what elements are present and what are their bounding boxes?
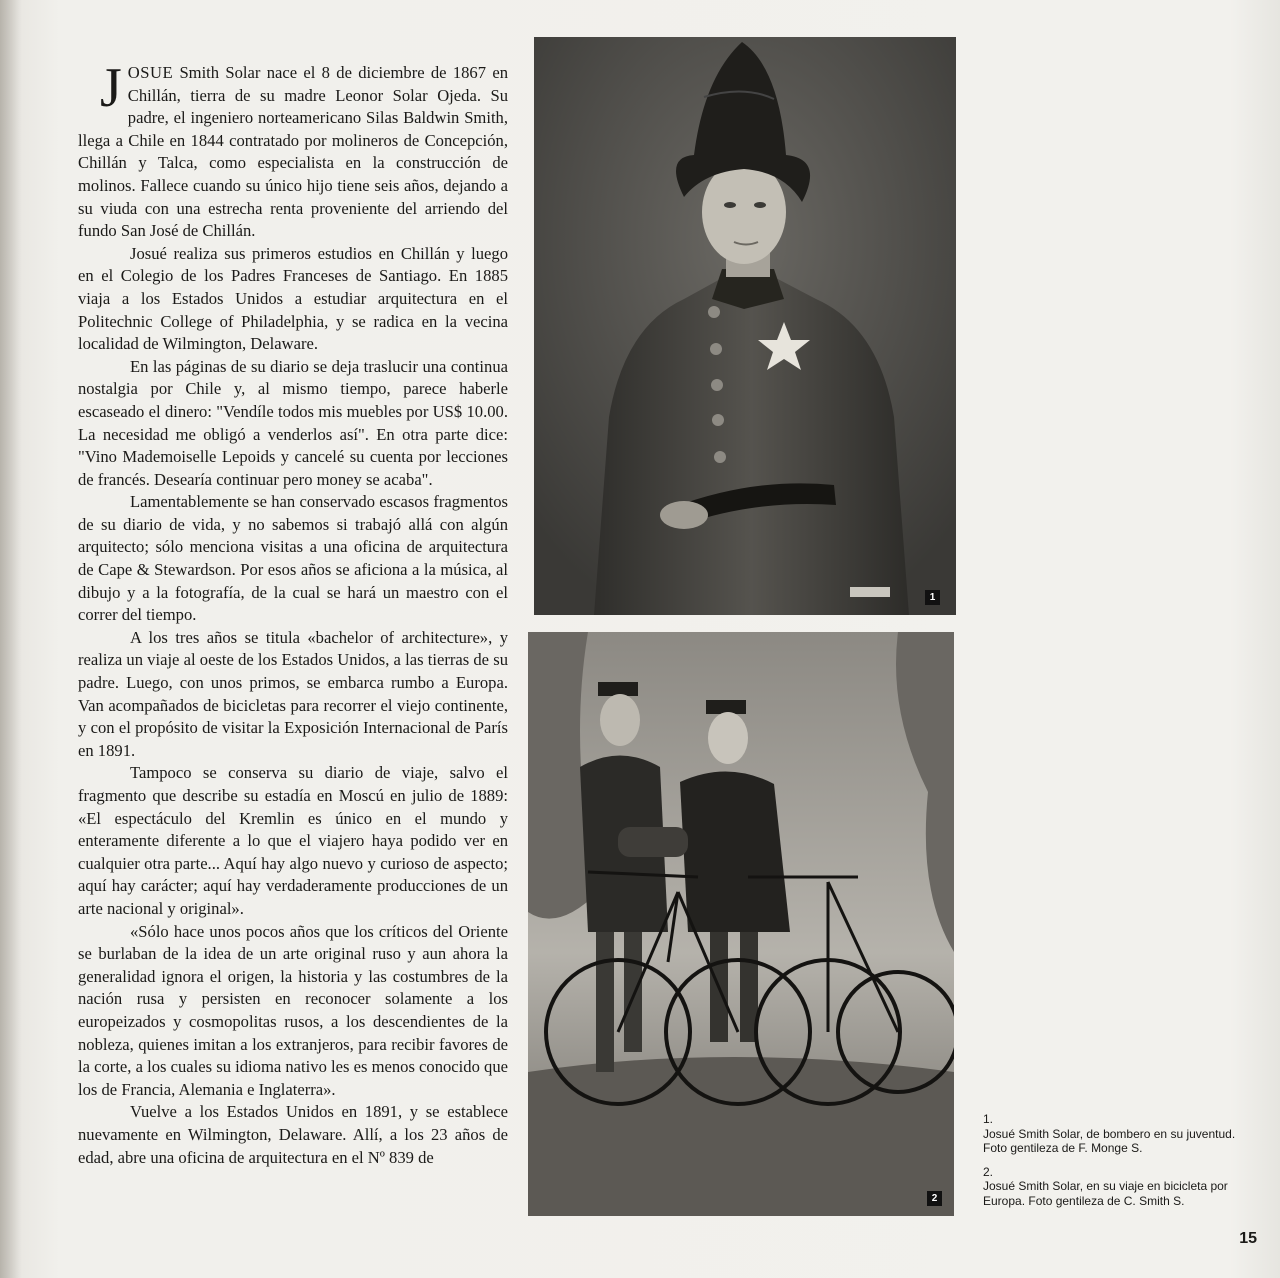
paragraph-7: «Sólo hace unos pocos años que los críticos del Oriente se burlaban de la idea de un arte original ruso y aun ahora la generalidad ignora el origen, la historia y las costumbres de la nación rusa y persisten en reconocer solamente a los europeizados y cosmopolitas rusos, a los descendientes de la nobleza, quienes imitan a los extranjeros, para recibir favores de la corte, a los cuales su idioma nativo les es menos conocido que los de Francia, Alemania e Inglaterra». [78,921,508,1099]
paragraph-5: A los tres años se titula «bachelor of architecture», y realiza un viaje al oeste de los Estados Unidos, a las tierras de su padre. Luego, con unos primos, se embarca rumbo a Europa. Van acompañados de bicicletas para recorrer el viejo continente, y con el propósito de visitar la Exposición Internacional de París en 1891. [78,627,508,760]
firefighter-illustration [534,37,956,615]
paragraph-text: Smith Solar nace el 8 de diciembre de 1867 en Chillán, tierra de su madre Leonor Solar Ojeda. Su padre, el ingeniero norteamericano Silas Baldwin Smith, llega a Chile en 1844 contratado por molineros de Concepción, Chillán y Talca, como especialista en la construcción de molinos. Fallece cuando su único hijo tiene seis años, dejando a su viuda con una estrecha renta proveniente del arriendo del fundo San José de Chillán. [78,63,508,241]
paragraph-2: Josué realiza sus primeros estudios en Chillán y luego en el Colegio de los Padres Franceses de Santiago. En 1885 viaja a los Estados Unidos a estudiar arquitectura en el Politechnic College of Philadelphia, y se radica en la vecina localidad de Wilmington, Delaware. [78,243,508,354]
page-number: 15 [1239,1230,1257,1247]
paragraph-3: En las páginas de su diario se deja traslucir una continua nostalgia por Chile y, al mismo tiempo, parece haberle escaseado el dinero: "Vendíle todos mis muebles por US$ 10.00. La necesidad me obligó a venderlos así". En otra parte dice: "Vino Mademoiselle Lepoids y cancelé su cuenta por lecciones de francés. Desearía continuar pero money se acaba". [78,356,508,489]
caption-number: 2. [983,1164,994,1179]
first-word: OSUE [127,63,174,82]
photo-number-badge: 1 [925,590,940,605]
paragraph-4: Lamentablemente se han conservado escasos fragmentos de su diario de vida, y no sabemos si trabajó allá con algún arquitecto; sólo menciona visitas a una oficina de arquitectura de Cape & Stewardson. Por esos años se aficiona a la música, al dibujo y a la fotografía, de la cual se hará un maestro con el correr del tiempo. [78,492,508,625]
caption-2 [983,1165,1253,1209]
paragraph-6: Tampoco se conserva su diario de viaje, salvo el fragmento que describe su estadía en Moscú en julio de 1889: «El espectáculo del Kremlin es único en el mundo y enteramente diferente a lo que el viajero haya podido ver en cualquier otra parte... Aquí hay algo nuevo y curioso de aspecto; aquí hay carácter; aquí hay verdaderamente producciones de un arte nacional y original». [78,763,508,918]
photo-number-badge: 2 [927,1191,942,1206]
bicycle-illustration [528,632,954,1216]
caption-text: Josué Smith Solar, en su viaje en bicicleta por Europa. Foto gentileza de C. Smith S. [983,1179,1228,1208]
paragraph-8: Vuelve a los Estados Unidos en 1891, y se establece nuevamente en Wilmington, Delaware. Allí, a los 23 años de edad, abre una oficina de arquitectura en el Nº 839 de [78,1102,508,1167]
photo-bicycle-travelers [528,632,954,1216]
article-text [78,57,508,1169]
caption-1 [983,1112,1253,1156]
caption-text: Josué Smith Solar, de bombero en su juventud. Foto gentileza de F. Monge S. [983,1126,1236,1155]
caption-number: 1. [983,1112,994,1126]
paragraph-1 [78,57,508,243]
drop-cap: J [100,57,122,119]
photo-captions [983,1112,1253,1217]
page-gutter-shadow [0,0,22,1278]
photo-firefighter-portrait [534,37,956,615]
